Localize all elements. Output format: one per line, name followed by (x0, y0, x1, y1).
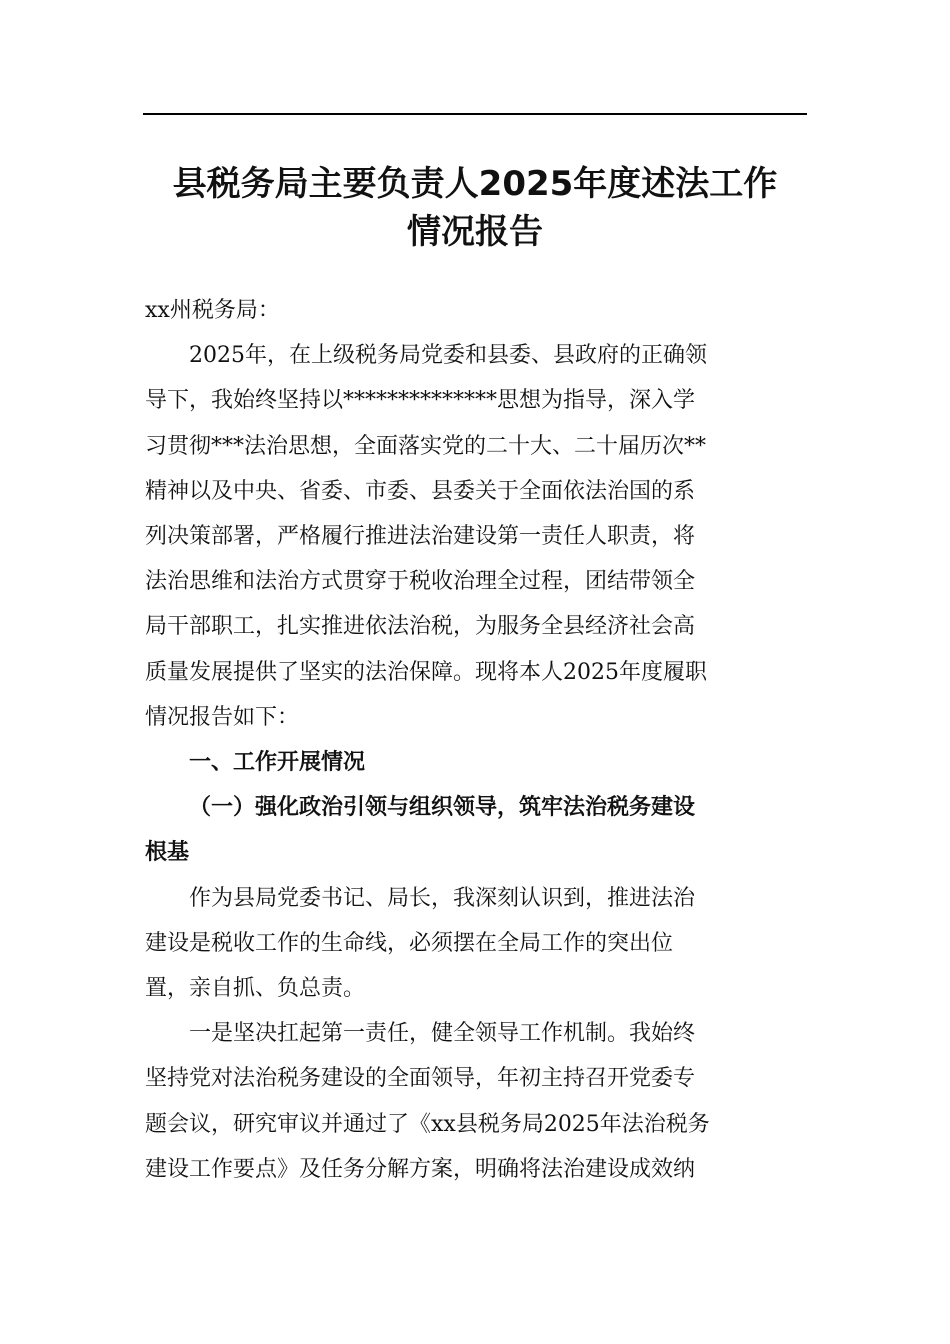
header-rule (143, 113, 807, 115)
section-heading-text: 一、工作开展情况 (189, 750, 366, 776)
paragraph-line: 建设工作要点》及任务分解方案，明确将法治建设成效纳 (145, 1156, 696, 1182)
subsection-heading-line: （一）强化政治引领与组织领导，筑牢法治税务建设 (189, 794, 696, 821)
paragraph-three (145, 1011, 809, 1192)
paragraph-line: 题会议，研究审议并通过了《xx县税务局2025年法治税务 (145, 1111, 710, 1137)
paragraph-line: 一是坚决扛起第一责任，健全领导工作机制。我始终 (189, 1021, 696, 1047)
document-body (145, 288, 809, 1192)
title-line-1: 县税务局主要负责人2025年度述法工作 (172, 164, 778, 204)
intro-line: 局干部职工，扎实推进依法治税，为服务全县经济社会高 (145, 614, 696, 640)
intro-line: 质量发展提供了坚实的法治保障。现将本人2025年度履职 (145, 659, 707, 685)
title-line-2: 情况报告 (407, 212, 543, 252)
intro-line: 导下，我始终坚持以**************思想为指导，深入学 (145, 388, 696, 414)
document-title (143, 160, 807, 256)
paragraph-line: 建设是税收工作的生命线，必须摆在全局工作的突出位 (145, 930, 674, 956)
intro-line: 情况报告如下： (145, 704, 300, 730)
intro-line: 精神以及中央、省委、市委、县委关于全面依法治国的系 (145, 478, 696, 504)
salutation (145, 288, 809, 333)
intro-line: 法治思维和法治方式贯穿于税收治理全过程，团结带领全 (145, 569, 696, 595)
intro-paragraph (145, 333, 809, 740)
intro-line: 列决策部署，严格履行推进法治建设第一责任人职责，将 (145, 524, 696, 550)
intro-line: 2025年，在上级税务局党委和县委、县政府的正确领 (189, 343, 707, 369)
subsection-one-heading (145, 785, 809, 875)
paragraph-line: 作为县局党委书记、局长，我深刻认识到，推进法治 (189, 885, 696, 911)
salutation-text: xx州税务局： (145, 298, 280, 323)
paragraph-two (145, 876, 809, 1012)
section-one-heading (145, 740, 809, 785)
subsection-heading-line: 根基 (145, 839, 190, 866)
paragraph-line: 坚持党对法治税务建设的全面领导，年初主持召开党委专 (145, 1066, 696, 1092)
paragraph-line: 置，亲自抓、负总责。 (145, 976, 366, 1002)
intro-line: 习贯彻***法治思想，全面落实党的二十大、二十届历次** (145, 433, 707, 459)
